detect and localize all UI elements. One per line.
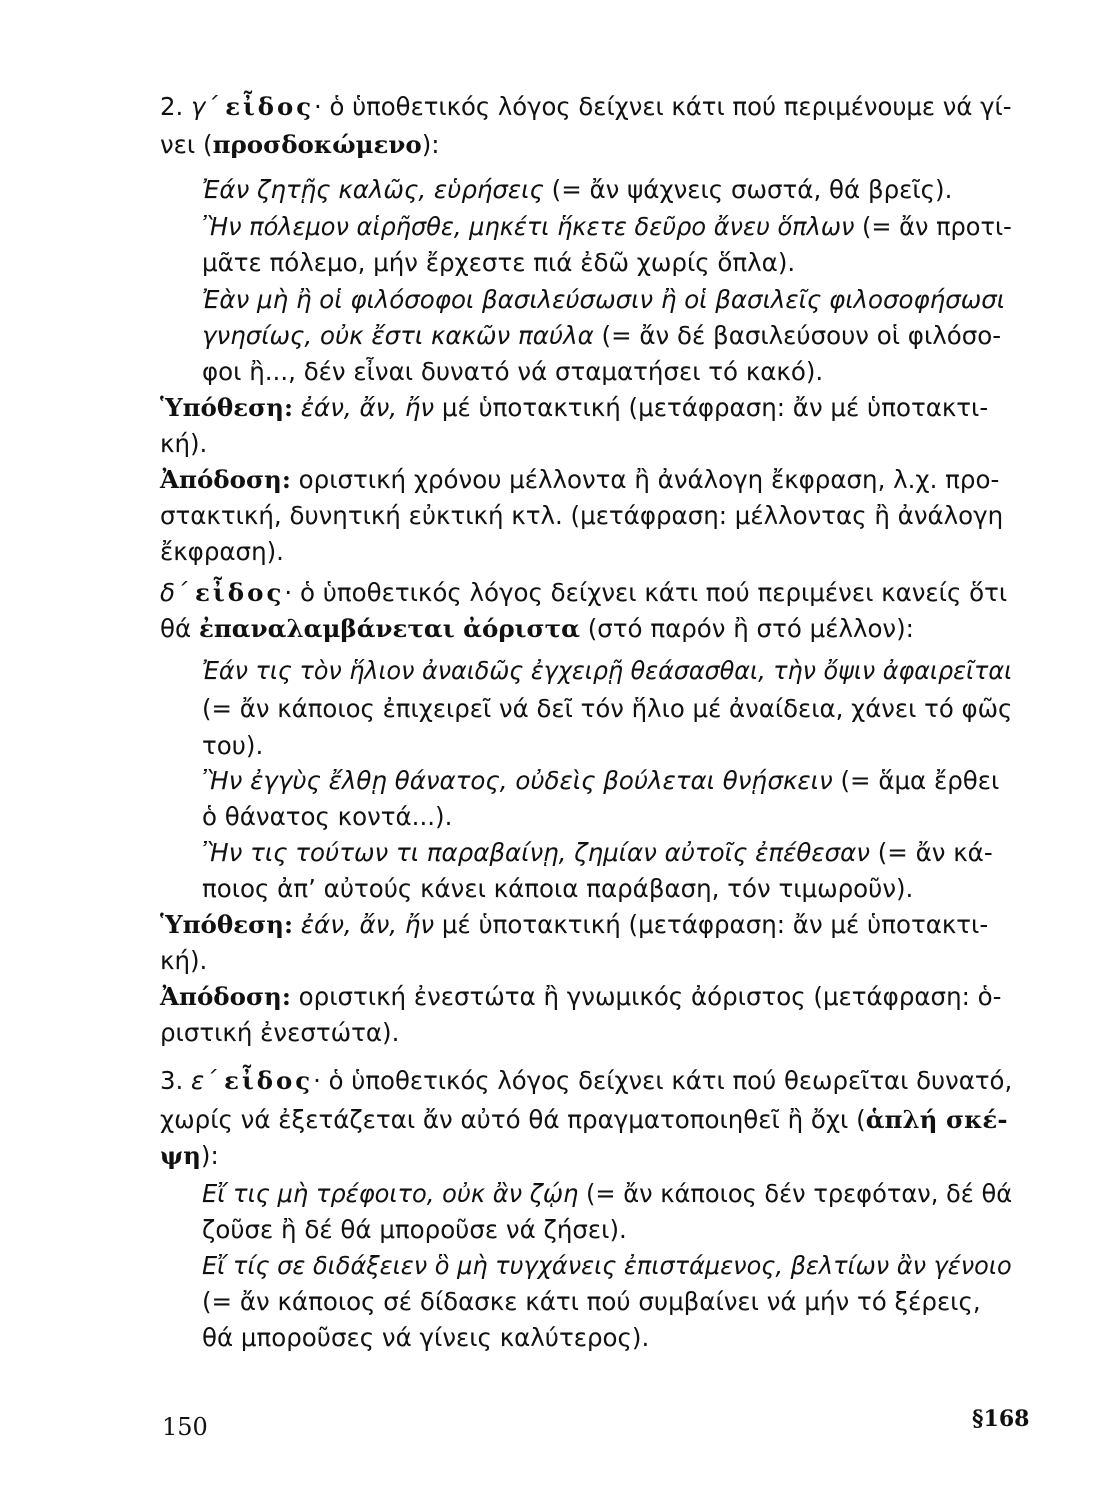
sectionD-repeated-term: ἐπαναλαμβάνεται ἀόριστα (198, 614, 580, 643)
section2-hypothesis-conjunctions: ἐάν, ἄν, ἤν (293, 393, 435, 422)
section2-hypothesis-label: Ὑπόθεση: (160, 393, 294, 422)
section3-eidos: εἶδος (224, 1066, 314, 1095)
section2-example1-translation: (= ἄν ψάχνεις σωστά, θά βρεῖς). (543, 175, 953, 204)
section3-example1-line2: ζοῦσε ἢ δέ θά μποροῦσε νά ζήσει). (202, 1215, 627, 1244)
section2-apodosis-text: οριστική χρόνου μέλλοντα ἢ ἀνάλογη ἔκφραση, λ.χ. προ- (290, 465, 1000, 494)
section2-hypothesis (160, 393, 988, 423)
sectionD-hypothesis-line2: κή). (160, 946, 208, 975)
page-number: 150 (162, 1413, 208, 1441)
section2-example2-translation: (= ἄν προτι- (854, 212, 1012, 241)
section2-expected-term: προσδοκώμενο (212, 130, 422, 159)
sectionD-example3-line2: ποιος ἀπ’ αὐτούς κάνει κάποια παράβαση, τόν τιμωροῦν). (202, 874, 914, 903)
section3-label: ε΄ (191, 1066, 225, 1095)
section2-hypothesis-text: μέ ὑποτακτική (μετάφραση: ἄν μέ ὑποτακτι- (434, 393, 989, 422)
sectionD-apodosis-line2: ριστική ἐνεστώτα). (160, 1018, 400, 1047)
sectionD-eidos: εἶδος (195, 578, 285, 607)
section3-line3 (160, 1141, 219, 1171)
sectionD-line2-post: (στό παρόν ἢ στό μέλλον): (579, 614, 914, 643)
section3-simple-thought-term-end: ψη (160, 1141, 201, 1170)
sectionD-apodosis-label: Ἀπόδοση: (160, 982, 291, 1011)
section2-apodosis (160, 465, 999, 495)
section2-number: 2. (160, 92, 191, 121)
section2-example3-line1: Ἐὰν μὴ ἢ οἱ φιλόσοφοι βασιλεύσωσιν ἢ οἱ βασιλεῖς φιλοσοφήσωσι (202, 285, 1006, 314)
section2-eidos: εἶδος (225, 92, 314, 121)
section3-line2-pre: χωρίς νά ἐξετάζεται ἄν αὐτό θά πραγματοποιηθεῖ ἢ ὄχι ( (160, 1105, 866, 1134)
sectionD-apodosis (160, 982, 1001, 1012)
sectionD-example2-translation: (= ἅμα ἔρθει (832, 766, 1000, 795)
section2-line1 (160, 92, 1012, 122)
section-reference: §168 (972, 1406, 1030, 1432)
section2-apodosis-line3: ἔκφραση). (160, 537, 284, 566)
sectionD-example1-line2: (= ἄν κάποιος ἐπιχειρεῖ νά δεῖ τόν ἥλιο μέ ἀναίδεια, χάνει τό φῶς (202, 694, 1013, 723)
sectionD-line1-text: · ὁ ὑποθετικός λόγος δείχνει κάτι πού περιμένει κανείς ὅτι (284, 578, 1008, 607)
sectionD-label: δ΄ (160, 578, 196, 607)
sectionD-example3-greek: Ἢν τις τούτων τι παραβαίνῃ, ζημίαν αὐτοῖς ἐπέθεσαν (202, 838, 870, 867)
section2-apodosis-label: Ἀπόδοση: (160, 465, 291, 494)
section3-example1-line1 (202, 1179, 1012, 1209)
sectionD-line1 (160, 578, 1007, 608)
section2-example3-line2 (202, 321, 1001, 351)
sectionD-example2-line2: ὁ θάνατος κοντά...). (202, 802, 453, 831)
section3-example2-line2: (= ἄν κάποιος σέ δίδασκε κάτι πού συμβαίνει νά μήν τό ξέρεις, (202, 1287, 981, 1316)
sectionD-hypothesis-text: μέ ὑποτακτική (μετάφραση: ἄν μέ ὑποτακτι- (434, 910, 989, 939)
section2-example3-greek: γνησίως, οὐκ ἔστι κακῶν παύλα (202, 321, 594, 350)
section2-example3-translation: (= ἄν δέ βασιλεύσουν οἱ φιλόσο- (593, 321, 1002, 350)
section3-example2-line3: θά μποροῦσες νά γίνεις καλύτερος). (202, 1323, 650, 1352)
section2-line2 (160, 130, 440, 160)
section3-line3-post: ): (200, 1141, 219, 1170)
sectionD-hypothesis-label: Ὑπόθεση: (160, 910, 294, 939)
sectionD-example1-line3: του). (202, 731, 264, 760)
section2-apodosis-line2: στακτική, δυνητική εὐκτική κτλ. (μετάφραση: μέλλοντας ἢ ἀνάλογη (160, 501, 1004, 530)
section2-hypothesis-line2: κή). (160, 429, 208, 458)
sectionD-example3-line1 (202, 838, 993, 868)
section2-example2-line2: μᾶτε πόλεμο, μήν ἔρχεστε πιά ἐδῶ χωρίς ὅπλα). (202, 248, 796, 277)
section2-example1 (202, 175, 952, 205)
section2-line2-pre: νει ( (160, 130, 213, 159)
section3-example1-translation: (= ἄν κάποιος δέν τρεφόταν, δέ θά (578, 1179, 1013, 1208)
section2-example2-greek: Ἢν πόλεμον αἱρῆσθε, μηκέτι ἥκετε δεῦρο ἄνευ ὅπλων (202, 212, 855, 241)
sectionD-line2-pre: θά (160, 614, 199, 643)
sectionD-hypothesis (160, 910, 988, 940)
section3-line1-text: · ὁ ὑποθετικός λόγος δείχνει κάτι πού θεωρεῖται δυνατό, (313, 1066, 1013, 1095)
section3-line2 (160, 1105, 1008, 1135)
section2-line1-text: · ὁ ὑποθετικός λόγος δείχνει κάτι πού περιμένουμε νά γί- (313, 92, 1012, 121)
sectionD-example2-greek: Ἢν ἐγγὺς ἔλθῃ θάνατος, οὐδεὶς βούλεται θνῄσκειν (202, 766, 833, 795)
sectionD-line2 (160, 614, 914, 644)
sectionD-apodosis-text: οριστική ἐνεστώτα ἢ γνωμικός ἀόριστος (μετάφραση: ὁ- (290, 982, 1002, 1011)
section2-label: γ΄ (190, 92, 226, 121)
section3-simple-thought-term: ἁπλή σκέ- (865, 1105, 1008, 1134)
section3-example2-line1: Εἴ τίς σε διδάξειεν ὃ μὴ τυγχάνεις ἐπιστάμενος, βελτίων ἂν γένοιο (202, 1251, 1012, 1280)
sectionD-example1-line1: Ἐάν τις τὸν ἥλιον ἀναιδῶς ἐγχειρῇ θεάσασθαι, τὴν ὄψιν ἀφαιρεῖται (202, 656, 1013, 685)
section2-line2-post: ): (421, 130, 440, 159)
section2-example3-line3: φοι ἢ..., δέν εἶναι δυνατό νά σταματήσει τό κακό). (202, 357, 824, 386)
section2-example2-line1 (202, 212, 1012, 242)
sectionD-hypothesis-conjunctions: ἐάν, ἄν, ἤν (293, 910, 435, 939)
section3-line1 (160, 1066, 1012, 1096)
sectionD-example2-line1 (202, 766, 999, 796)
section2-example1-greek: Ἐάν ζητῇς καλῶς, εὑρήσεις (202, 175, 544, 204)
section3-number: 3. (160, 1066, 192, 1095)
section3-example1-greek: Εἴ τις μὴ τρέφοιτο, οὐκ ἂν ζῴη (202, 1179, 579, 1208)
sectionD-example3-translation: (= ἄν κά- (869, 838, 993, 867)
